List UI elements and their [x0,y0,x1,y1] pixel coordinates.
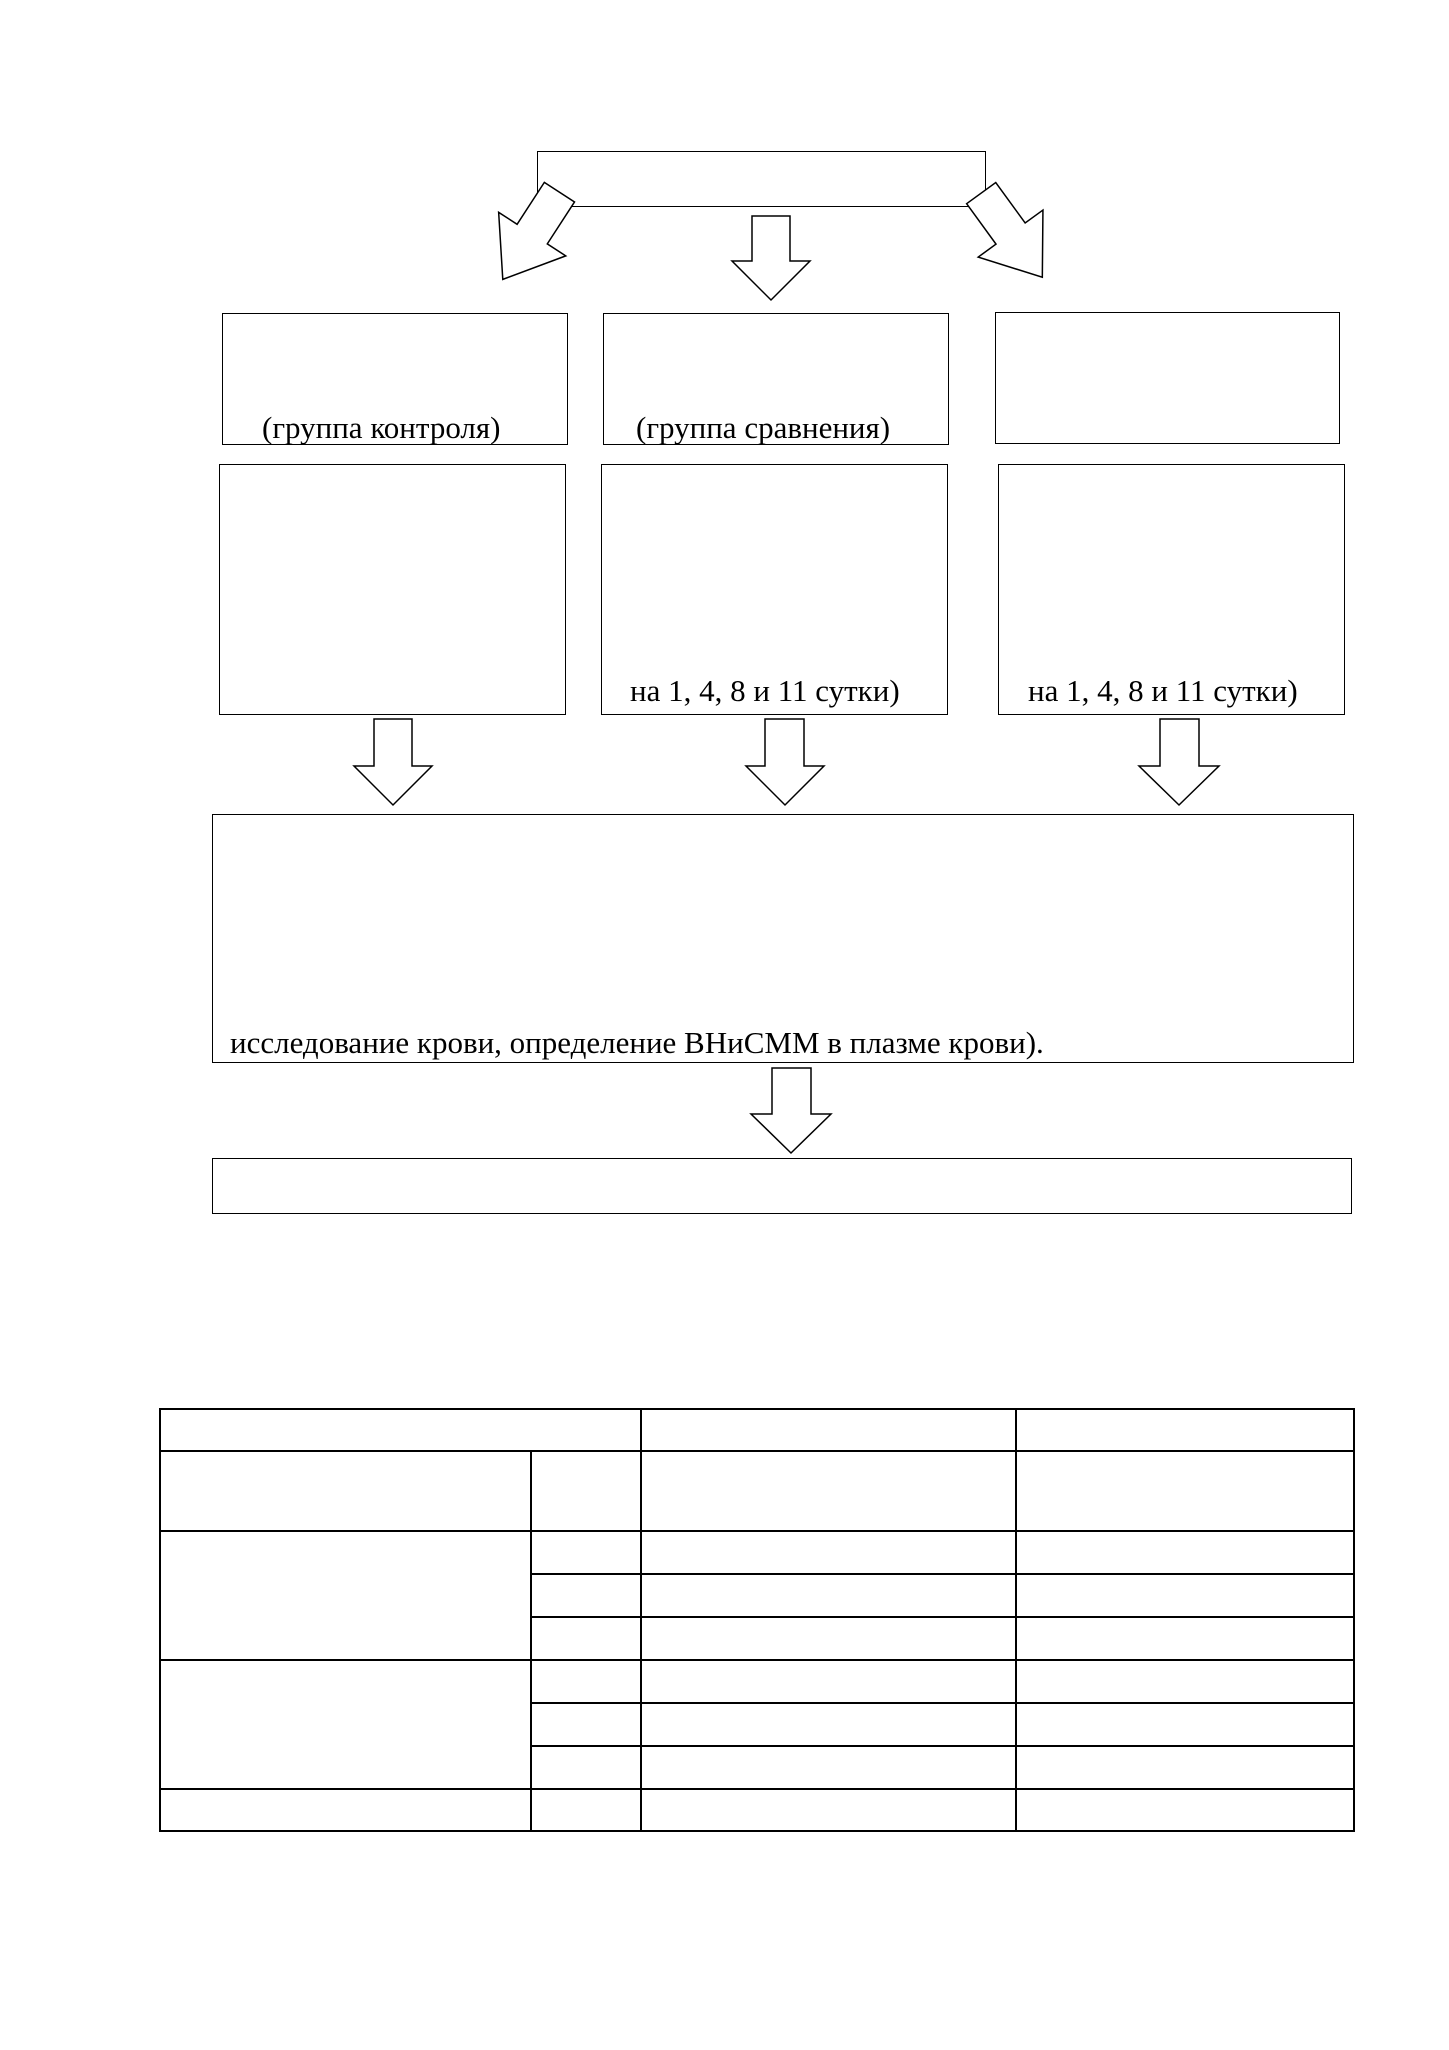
table-row [160,1660,1354,1703]
detail-text-comparison: на 1, 4, 8 и 11 сутки) [630,673,900,708]
table-cell [531,1789,641,1831]
table-cell [641,1451,1016,1531]
table-cell [531,1660,641,1703]
table-cell [1016,1574,1354,1617]
arrow-down-center [732,216,810,300]
table-cell [641,1789,1016,1831]
table-cell [1016,1660,1354,1703]
table-last-row [160,1789,1354,1831]
table-cell [531,1451,641,1531]
table-cell [1016,1617,1354,1660]
table-cell [1016,1409,1354,1451]
table-cell [531,1617,641,1660]
table-subheader-row [160,1451,1354,1531]
table-cell [531,1746,641,1789]
table-cell [1016,1451,1354,1531]
table-header-row [160,1409,1354,1451]
table-cell [641,1531,1016,1574]
table-cell [641,1703,1016,1746]
table-cell [160,1409,641,1451]
table-cell [641,1574,1016,1617]
table-cell [641,1617,1016,1660]
table-cell [641,1746,1016,1789]
table-cell [641,1660,1016,1703]
arrow-methods-to-result [751,1068,831,1153]
group-header-control: (группа контроля) [262,410,501,445]
arrow-main-to-methods [1139,719,1219,805]
detail-text-main: на 1, 4, 8 и 11 сутки) [1028,673,1298,708]
table-cell [641,1409,1016,1451]
arrow-control-to-methods [354,719,432,805]
group-header-comparison: (группа сравнения) [636,410,891,445]
table-cell [531,1574,641,1617]
table-cell [531,1531,641,1574]
table-cell [1016,1789,1354,1831]
table-cell [1016,1703,1354,1746]
arrow-down-right [949,170,1075,301]
table-cell [160,1451,531,1531]
arrow-comparison-to-methods [746,719,824,805]
table-cell [160,1660,531,1789]
results-table [159,1408,1355,1832]
table-cell [531,1703,641,1746]
table-row [160,1531,1354,1574]
table-cell [160,1531,531,1660]
arrow-down-left [469,170,593,301]
table-cell [1016,1746,1354,1789]
table-cell [160,1789,531,1831]
methods-text: исследование крови, определение ВНиСММ в плазме крови). [230,1025,1044,1060]
table-cell [1016,1531,1354,1574]
